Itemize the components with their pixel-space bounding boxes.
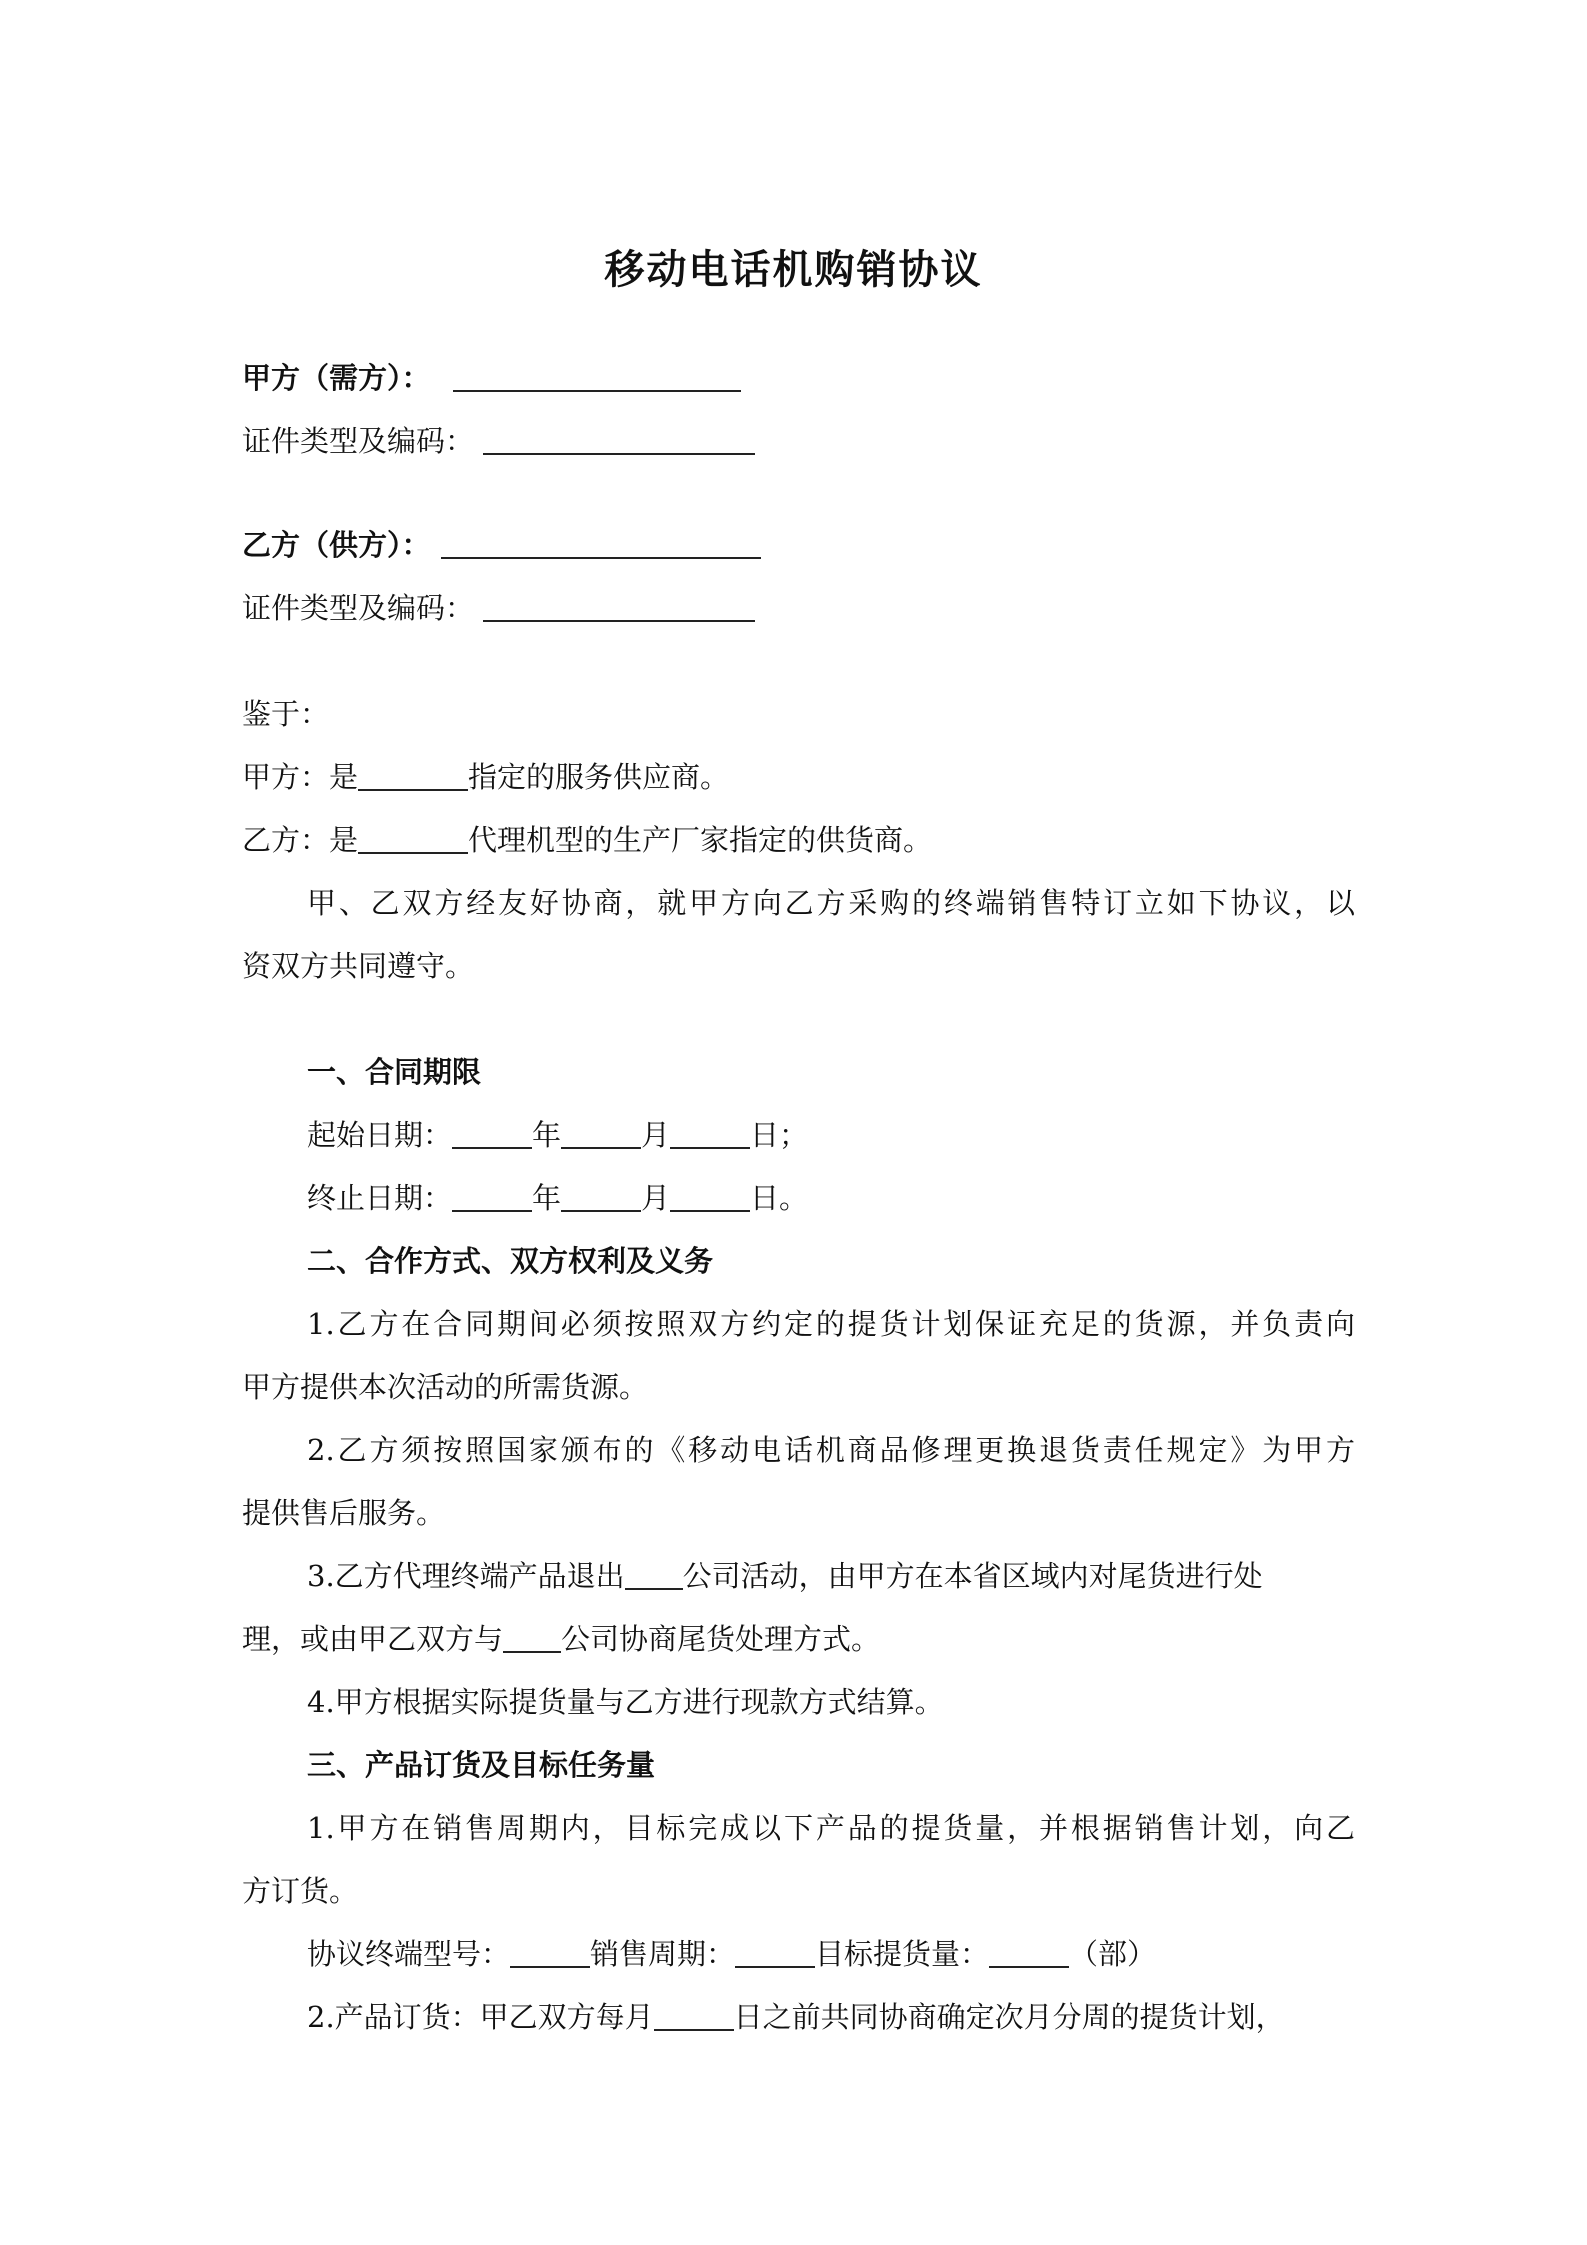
start-year-blank[interactable] (452, 1117, 532, 1149)
s2-item1-line1: 1.乙方在合同期间必须按照双方约定的提货计划保证充足的货源，并负责向 (307, 1307, 1355, 1341)
year-label: 年 (532, 1118, 562, 1152)
end-year-blank[interactable] (452, 1180, 532, 1212)
day-label: 日； (750, 1118, 809, 1152)
s2-item3-post: 公司活动，由甲方在本省区域内对尾货进行处 (682, 1559, 1263, 1593)
section2-heading: 二、合作方式、双方权利及义务 (307, 1244, 714, 1278)
s2-item4: 4.甲方根据实际提货量与乙方进行现款方式结算。 (307, 1685, 944, 1719)
s3-item1-line1: 1.甲方在销售周期内，目标完成以下产品的提货量，并根据销售计划，向乙 (307, 1811, 1355, 1845)
intro-line-2: 资双方共同遵守。 (242, 949, 475, 983)
party-b-name-blank[interactable] (441, 527, 761, 559)
party-a-label: 甲方（需方）： (242, 361, 431, 395)
end-month-blank[interactable] (561, 1180, 641, 1212)
end-date-label: 终止日期： (307, 1181, 453, 1215)
party-b-line (242, 523, 1355, 567)
target-label: 目标提货量： (815, 1937, 990, 1971)
target-blank[interactable] (989, 1936, 1069, 1968)
period-blank[interactable] (735, 1936, 815, 1968)
s2-item3-pre: 3.乙方代理终端产品退出 (307, 1559, 625, 1593)
s2-item3-company-blank[interactable] (625, 1558, 683, 1590)
end-day-blank[interactable] (670, 1180, 750, 1212)
whereas-a-blank[interactable] (358, 759, 468, 791)
section3-heading: 三、产品订货及目标任务量 (307, 1748, 656, 1782)
whereas-b-post: 代理机型的生产厂家指定的供货商。 (468, 823, 933, 857)
s3-item2-day-blank[interactable] (654, 1999, 734, 2031)
whereas-party-b (242, 818, 1355, 862)
s2-item3-l2-post: 公司协商尾货处理方式。 (561, 1622, 881, 1656)
day-label: 日。 (750, 1181, 809, 1215)
start-day-blank[interactable] (670, 1117, 750, 1149)
model-label: 协议终端型号： (307, 1937, 511, 1971)
party-a-name-blank[interactable] (453, 360, 741, 392)
start-date-label: 起始日期： (307, 1118, 453, 1152)
s3-model-line (307, 1932, 1355, 1976)
unit-label: （部） (1069, 1937, 1157, 1971)
s3-item2-post: 日之前共同协商确定次月分周的提货计划， (733, 2000, 1285, 2034)
s2-item3-line2 (242, 1617, 1355, 1661)
month-label: 月 (641, 1118, 671, 1152)
whereas-a-post: 指定的服务供应商。 (468, 760, 730, 794)
end-date-line (307, 1176, 1355, 1220)
start-date-line (307, 1113, 1355, 1157)
party-a-id-line (242, 419, 1355, 463)
whereas-b-pre: 乙方：是 (242, 823, 359, 857)
month-label: 月 (641, 1181, 671, 1215)
s3-item2-pre: 2.产品订货：甲乙双方每月 (307, 2000, 654, 2034)
party-b-id-blank[interactable] (483, 590, 755, 622)
s3-item2 (307, 1995, 1355, 2039)
s2-item2-line2: 提供售后服务。 (242, 1496, 446, 1530)
party-b-label: 乙方（供方）： (242, 528, 431, 562)
s2-item3-company-blank-2[interactable] (503, 1621, 561, 1653)
model-blank[interactable] (510, 1936, 590, 1968)
s2-item1-line2: 甲方提供本次活动的所需货源。 (242, 1370, 649, 1404)
whereas-a-pre: 甲方：是 (242, 760, 359, 794)
start-month-blank[interactable] (561, 1117, 641, 1149)
s2-item2-line1: 2.乙方须按照国家颁布的《移动电话机商品修理更换退货责任规定》为甲方 (307, 1433, 1355, 1467)
party-a-line (242, 356, 1355, 400)
party-a-id-blank[interactable] (483, 423, 755, 455)
intro-line-1: 甲、乙双方经友好协商，就甲方向乙方采购的终端销售特订立如下协议，以 (307, 886, 1355, 920)
period-label: 销售周期： (590, 1937, 736, 1971)
section1-heading: 一、合同期限 (307, 1055, 482, 1089)
party-b-id-line (242, 586, 1355, 630)
whereas-heading: 鉴于： (242, 697, 330, 731)
year-label: 年 (532, 1181, 562, 1215)
s2-item3-l2-pre: 理，或由甲乙双方与 (242, 1622, 504, 1656)
whereas-b-blank[interactable] (358, 822, 468, 854)
s3-item1-line2: 方订货。 (242, 1874, 359, 1908)
party-a-id-label: 证件类型及编码： (242, 424, 475, 458)
party-b-id-label: 证件类型及编码： (242, 591, 475, 625)
whereas-party-a (242, 755, 1355, 799)
s2-item3-line1 (307, 1554, 1355, 1598)
document-title: 移动电话机购销协议 (604, 246, 983, 293)
